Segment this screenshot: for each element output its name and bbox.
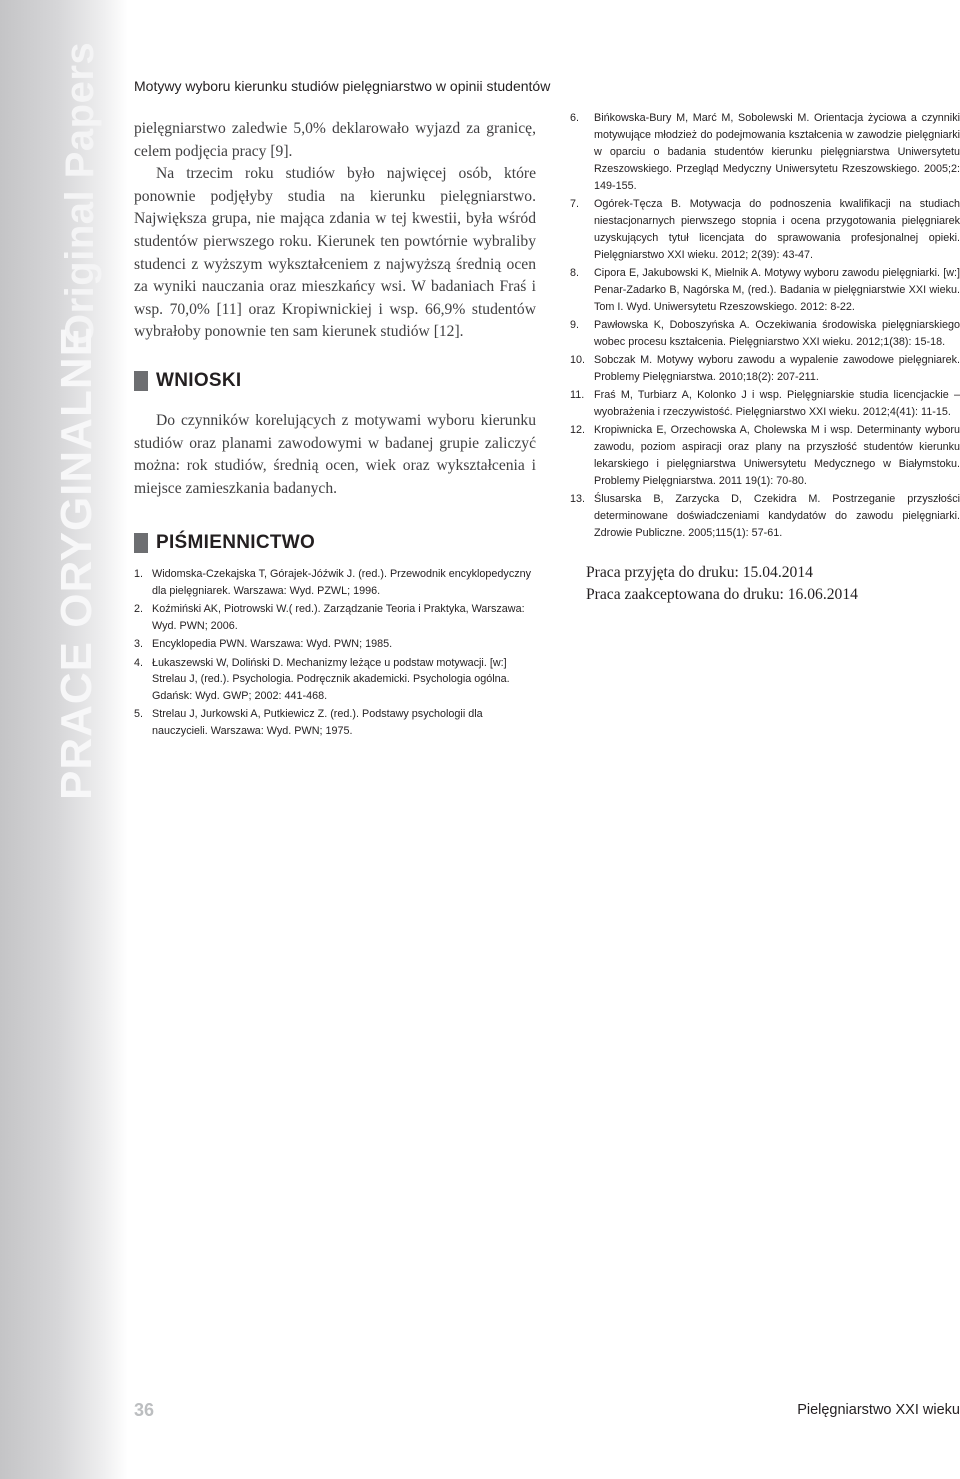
reference-item <box>570 110 960 195</box>
reference-number: 7. <box>570 198 580 210</box>
reference-text: Sobczak M. Motywy wyboru zawodu a wypalenie zawodowe pielęgniarek. Problemy Pielęgniarstwa. 2010;18(2): 207-211. <box>594 354 960 383</box>
journal-name: Pielęgniarstwo XXI wieku <box>797 1402 960 1418</box>
reference-item <box>570 317 960 351</box>
reference-text: Pawłowska K, Doboszyńska A. Oczekiwania środowiska pielęgniarskiego wobec procesu kształcenia. Pielęgniarstwo XXI wieku. 2012;1(38): 15-18. <box>594 319 960 348</box>
conclusions-heading <box>134 370 536 392</box>
reference-text: Bińkowska-Bury M, Marć M, Sobolewski M. Orientacja życiowa a czynniki motywujące młodzież do podejmowania kształcenia w zawodzie pielęgniarki w oparciu o badania studentów kierunku pielęgniarstwa Uniwersytetu Rzeszowskiego. Przegląd Medyczny Uniwersytetu Rzeszowskiego. 2005;2: 149-155. <box>594 112 960 192</box>
heading-bar-icon <box>134 533 148 553</box>
reference-item <box>134 655 536 705</box>
reference-text: Widomska-Czekajska T, Górajek-Jóźwik J. (red.). Przewodnik encyklopedyczny dla pielęgniarek. Warszawa: Wyd. PZWL; 1996. <box>152 568 532 597</box>
heading-bar-icon <box>134 371 148 391</box>
conclusions-heading-text: WNIOSKI <box>156 369 242 391</box>
reference-number: 1. <box>134 568 144 581</box>
reference-number: 6. <box>570 112 580 124</box>
reference-number: 5. <box>134 708 144 721</box>
sidebar-english-label: Original Papers <box>58 41 102 345</box>
page-number: 36 <box>134 1400 155 1420</box>
conclusions-paragraph: Do czynników korelujących z motywami wyboru kierunku studiów oraz planami zawodowymi w badanej grupie zaliczyć można: rok studiów, średnią ocen, wiek oraz wykształcenia i miejsce zamieszkania badanych. <box>134 411 536 497</box>
left-column <box>134 118 536 741</box>
reference-number: 12. <box>570 424 586 436</box>
reference-number: 11. <box>570 389 585 401</box>
sidebar-band <box>0 0 128 1479</box>
reference-text: Cipora E, Jakubowski K, Mielnik A. Motywy wyboru zawodu pielęgniarki. [w:] Penar-Zadarko B, Nagórska M, (red.). Badania w pielęgniarstwie XXI wieku. Tom I. Wyd. Uniwersytetu Rzeszowskiego. 2012: 8-22. <box>594 267 960 313</box>
right-column <box>570 110 960 606</box>
reference-number: 9. <box>570 319 580 331</box>
running-head: Motywy wyboru kierunku studiów pielęgniarstwo w opinii studentów <box>134 78 551 94</box>
reference-text: Encyklopedia PWN. Warszawa: Wyd. PWN; 1985. <box>152 638 393 651</box>
article-dates <box>586 562 960 606</box>
references-heading-text: PIŚMIENNICTWO <box>156 532 316 554</box>
body-paragraph-1: pielęgniarstwo zaledwie 5,0% deklarowało wyjazd za granicę, celem podjęcia pracy [9]. <box>134 120 536 160</box>
reference-item <box>134 566 536 599</box>
references-list-right <box>570 110 960 542</box>
references-list-left <box>134 566 536 739</box>
references-heading <box>134 532 536 554</box>
reference-text: Strelau J, Jurkowski A, Putkiewicz Z. (red.). Podstawy psychologii dla nauczycieli. Warszawa: Wyd. PWN; 1975. <box>152 708 483 737</box>
reference-item <box>570 265 960 316</box>
reference-item <box>570 422 960 490</box>
reference-number: 8. <box>570 267 580 279</box>
reference-number: 2. <box>134 603 144 616</box>
reference-text: Koźmiński AK, Piotrowski W.( red.). Zarządzanie Teoria i Praktyka, Warszawa: Wyd. PWN; 2006. <box>152 603 525 632</box>
body-paragraph-2: Na trzecim roku studiów było najwięcej osób, które ponownie podjęłyby studia na kierunku pielęgniarstwo. Największa grupa, nie mająca zdania w tej kwestii, była wśród studentów pierwszego roku. Kierunek ten powtórnie wybraliby studenci z wyższym wykształceniem z najwyższą średnią ocen za wyniki nauczania oraz mieszkańcy wsi. W badaniach Fraś i wsp. 70,0% [11] oraz Kropiwnickiej i wsp. 66,9% studentów wybrałoby ponownie ten sam kierunek studiów [12]. <box>134 165 536 341</box>
reference-number: 10. <box>570 354 586 366</box>
reference-item <box>134 601 536 634</box>
reference-text: Łukaszewski W, Doliński D. Mechanizmy leżące u podstaw motywacji. [w:] Strelau J, (red.). Psychologia. Podręcznik akademicki. Psychologia ogólna. Gdańsk: Wyd. GWP; 2002: 441-468. <box>152 656 510 702</box>
reference-number: 13. <box>570 493 586 505</box>
reference-item <box>134 706 536 739</box>
reference-item <box>570 352 960 386</box>
date-accepted-print: Praca przyjęta do druku: 15.04.2014 <box>586 564 813 581</box>
reference-text: Ślusarska B, Zarzycka D, Czekidra M. Postrzeganie przyszłości determinowane doświadczeniami kandydatów do zawodu pielęgniarki. Zdrowie Publiczne. 2005;115(1): 57-61. <box>594 493 960 539</box>
reference-item <box>570 196 960 264</box>
reference-text: Fraś M, Turbiarz A, Kolonko J i wsp. Pielęgniarskie studia licencjackie – wyobrażenia i rzeczywistość. Pielęgniarstwo XXI wieku. 2012;4(41): 11-15. <box>594 389 960 418</box>
reference-number: 4. <box>134 656 144 669</box>
reference-number: 3. <box>134 638 144 651</box>
date-accepted: Praca zaakceptowana do druku: 16.06.2014 <box>586 586 858 603</box>
reference-text: Kropiwnicka E, Orzechowska A, Cholewska M i wsp. Determinanty wyboru zawodu, poziom aspiracji oraz plany na przyszłość studentów kierunku lekarskiego i pielęgniarstwa Uniwersytetu Medycznego w Białymstoku. Problemy Pielęgniarstwa. 2011 19(1): 70-80. <box>594 424 960 487</box>
reference-item <box>570 387 960 421</box>
reference-item <box>570 491 960 542</box>
sidebar-polish-label: PRACE ORYGINALNE <box>52 326 101 800</box>
reference-item <box>134 636 536 653</box>
reference-text: Ogórek-Tęcza B. Motywacja do podnoszenia kwalifikacji na studiach niestacjonarnych pierwszego stopnia i ocena przygotowania pielęgniarek uzyskujących tytuł licencjata do sprawowania profesjonalnej opieki. Pielęgniarstwo XXI wieku. 2012; 2(39): 43-47. <box>594 198 960 261</box>
